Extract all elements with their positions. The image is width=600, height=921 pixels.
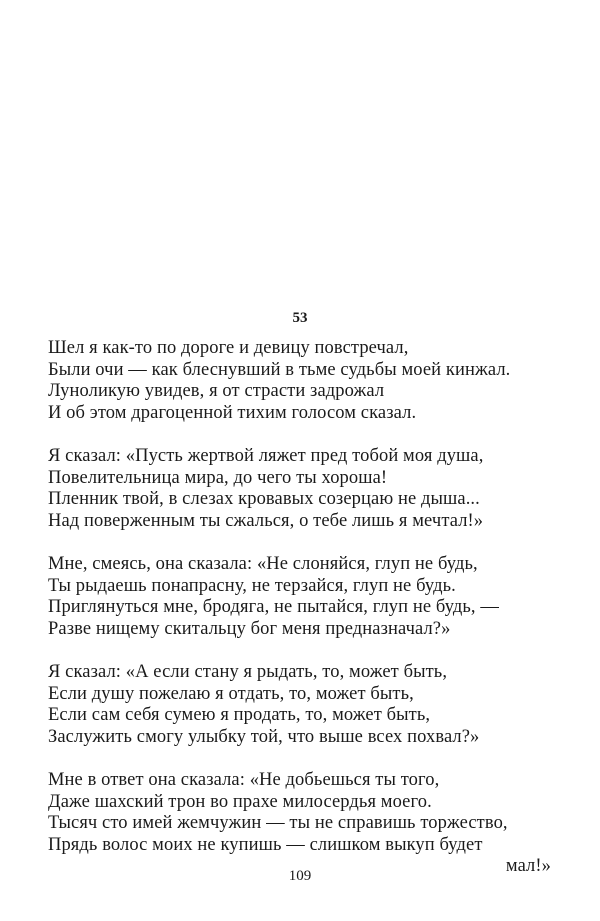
stanza-3 — [48, 554, 553, 640]
stanza-5 — [48, 770, 553, 878]
verse-line: Если душу пожелаю я отдать, то, может быть, — [48, 683, 414, 704]
verse-line: Я сказал: «Пусть жертвой ляжет пред тобой моя душа, — [48, 446, 484, 466]
verse-line: Даже шахский трон во прахе милосердья моего. — [48, 791, 432, 812]
verse-line: Если сам себя сумею я продать, то, может быть, — [48, 705, 431, 725]
verse-line: Прядь волос моих не купишь — слишком выкуп будет — [48, 834, 483, 855]
verse-line: Пленник твой, в слезах кровавых созерцаю не дыша... — [48, 489, 480, 509]
verse-line: Повелительница мира, до чего ты хороша! — [48, 467, 388, 488]
verse-line: Мне, смеясь, она сказала: «Не слоняйся, глуп не будь, — [48, 554, 478, 574]
verse-line-continuation: мал!» — [505, 856, 551, 876]
verse-line: Луноликую увидев, я от страсти задрожал — [48, 381, 385, 401]
verse-line: И об этом драгоценной тихим голосом сказал. — [48, 402, 417, 423]
stanza-4 — [48, 662, 553, 748]
poem-body — [48, 338, 553, 900]
stanza-2 — [48, 446, 553, 532]
verse-line: Над поверженным ты сжалься, о тебе лишь я мечтал!» — [48, 510, 484, 531]
verse-line: Шел я как-то по дороге и девицу повстречал, — [48, 338, 409, 358]
verse-line: Тысяч сто имей жемчужин — ты не справишь торжество, — [48, 813, 508, 833]
verse-line: Я сказал: «А если стану я рыдать, то, может быть, — [48, 662, 448, 682]
stanza-1 — [48, 338, 553, 424]
verse-line: Были очи — как блеснувший в тьме судьбы моей кинжал. — [48, 359, 511, 380]
verse-line: Приглянуться мне, бродяга, не пытайся, глуп не будь, — — [48, 597, 499, 617]
verse-line: Заслужить смогу улыбку той, что выше всех похвал?» — [48, 726, 480, 747]
verse-line: Ты рыдаешь понапрасну, не терзайся, глуп не будь. — [48, 575, 456, 596]
verse-line: Разве нищему скитальцу бог меня предназначал?» — [48, 618, 451, 639]
page-number: 109 — [288, 868, 312, 884]
poem-number: 53 — [292, 310, 308, 326]
verse-line: Мне в ответ она сказала: «Не добьешься ты того, — [48, 770, 440, 790]
